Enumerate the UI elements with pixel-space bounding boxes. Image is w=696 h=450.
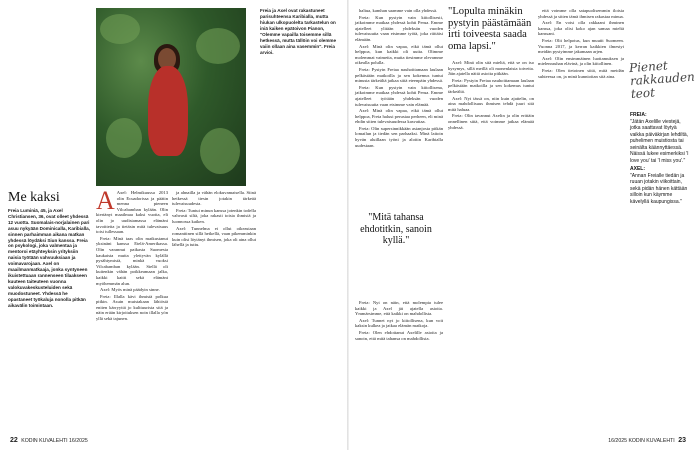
text-column-3	[260, 8, 344, 57]
body-paragraph: A Axel: Helmikuussa 2013 olin Ecuadorissa ja päätin menna pieneen Vilcabamban kylään. Olin kiertänyt maailmaa kaksi vuotta, eli olin jo uudistamassa elämäni tavoitteita ja tietäsin mitä tulevaisuus toisi tullessaan.	[96, 186, 168, 235]
body-paragraph: Axel: Myös minä päädyin sinne.	[100, 287, 160, 293]
text-column-4	[355, 8, 443, 149]
text-column-5	[355, 300, 443, 342]
sidebar-freia-text: "Jätän Axelille viestejä, jotka saattavat löytyä vaikka päiväkirjan lehdiltä, puhelimen muistiosta tai seinälta käännyttäessä. Näissä lukee esimerkiksi 'I love you' tai 'I miss you'."	[630, 118, 689, 164]
issue-number: 16/2025	[69, 438, 88, 444]
sidebar-freia-label: FREIA:	[630, 112, 647, 118]
body-paragraph: Freia: Minä taas olin matkustanut yksinäni kanssa Etelä-Amerikassa. Olin varannut paikasta Suomesta kaukaista mutta ylettyvän kylällä pysähtymistä, minkä vuoksi Vilcabamban kylään. Siellä oli kuitenkin vähän poikkeamaan jalka, kaikki kaitti sekä elämäni myöhemmän alun.	[96, 235, 168, 286]
body-paragraph: Axel: Olin ensimmäinen luottamuksen ja mielenrauhan elävinä, ja olin kiitollinen.	[538, 55, 624, 67]
body-paragraph: Axel: Minä olin vapaa, eikä tämä ollut helppoa, kun kaikki oli uutta. Olimme molemmat vaimeita, mutta tiesimme olevamme oikealla polulla.	[355, 43, 443, 66]
body-paragraph: että voimme olla satapuolisemmin iloisia yhdessä ja sitten tämä ihmisen rakastaa minua.	[538, 8, 624, 19]
body-paragraph: Freia: Olit helpotus, kun muutit Suomeen. Vuonna 2017, ja kerran kaikkien ilmestyi meidän pystyimme jakamaan arjen.	[538, 37, 624, 55]
page-number: 22	[10, 437, 18, 444]
body-paragraph: Axel: Tunnelma ei ollut oikeastaan romanttinen sillä hetkellä, vaan pikemminkin kuin olisi löytänyt ihmisen, joka oli aina ollut lähellä ja tuttu.	[172, 225, 256, 248]
text-column-6	[448, 60, 534, 131]
issue-number: 16/2025	[608, 438, 627, 444]
body-paragraph: Freia: Kun pystyin vain kiitollisena, jatkoimme matkaa yhdessä kohti Perua. Emme ajatelleet työtään yhdeksän vuoden tulevaisuutta vaan etsimme vain elämää.	[355, 84, 443, 107]
couple-photo	[96, 8, 246, 186]
pull-quote-middle: "Mitä tahansa ehdotitkin, sanoin kyllä."	[360, 212, 432, 246]
folio-right	[608, 437, 688, 444]
text-column-2	[172, 190, 256, 249]
body-paragraph: Freia: Olin tavannut Axelin ja olin erittäin onnellinen siitä, että voimme jatkaa elämää yhdessä.	[448, 113, 534, 130]
body-paragraph: Freia: Olin supersinnikkään asianjosta pitkän lomailun ja tiedän sen parhaaksi. Minä laitoin hyvän aluillaan työni ja aloitin Karibialla uudestaan.	[355, 125, 443, 148]
sidebar-box	[630, 110, 692, 205]
body-paragraph: Axel: Minä olin sitä mieltä, että se on iso kysymys, sillä meillä oli monenlaisia toiveita. Jäin ajatella näitä asioita pitkään.	[448, 60, 534, 77]
body-paragraph: Freia: Pystyin Freiaa nauhoittamaan laulaan pelkästään matkoilla ja sen kokemus tuntui tärkeältä.	[448, 77, 534, 94]
text-column-1	[96, 186, 168, 323]
page-number: 23	[678, 437, 686, 444]
story-title: Me kaksi	[8, 190, 60, 205]
sidebar-axel-text: "Annan Freialle tiedän ja ruuan jotakin viikoittain, sekä pidän hänen kättään silloin kun käymme kävelyllä kaupungissa."	[630, 172, 688, 205]
body-paragraph: Freia: Illalla kävi ihmistä polkua pitkin. Asuin muistakaan lähiöstä eniten kärryyttä jo kulttuurista sitä ja näin erään kirjoituksen noin illalla yön yllä sekä tajunen.	[96, 293, 168, 322]
drop-cap: A	[96, 186, 115, 215]
body-paragraph: Freia: Olen ehdottanut Axelille asioita ja sanoin, että mitä tahansa on mahdollista.	[355, 329, 443, 341]
body-paragraph: Freia: Pystyin Freiaa nauhoittamaan laulaan pelkästään matkoilla ja sen kokemus tuntui minusta tärkeältä jatkaa siitä eteenpäin yhdessä.	[355, 66, 444, 84]
pull-quote-top: "Lopulta minäkin pystyin päästämään irti toiveesta saada oma lapsi."	[448, 6, 532, 52]
body-paragraph: Freia: Kun pystyin vain kiitollisesti, jatkoimme matkaa yhdessä kohti Perua. Emme ajatelleet ylitään yhdeksän vuoden tulevaisuutta vaan etsimme työtä, joka riittäisi elämään.	[355, 14, 443, 42]
body-paragraph: Axel: Minä olin vapaa, eikä tämä ollut helppoa, Freia halusi perustaa perheen, eli minä ehdin sitten tulevaisuudessa kasvattaa.	[355, 108, 443, 125]
folio-left	[8, 437, 88, 444]
body-paragraph: Freia: Nyt on näin, että molempia tulee kaikki ja Axel jäi ajatella asioita. Ymmärsimme, että kaikki on mahdollista.	[355, 300, 443, 317]
body-paragraph: Freia: Tuntui minun kanssa jotenkin todella vahvasti siltä, joka rakasti toisia ihmisiä ja luonnossa kaiken.	[172, 207, 257, 224]
body-paragraph: Freia: Olen tietoinen siitä, mitä meidän suhteessa on, ja minä kunnioitan sitä aina.	[538, 67, 624, 79]
magazine-name: KODIN KUVALEHTI	[21, 438, 68, 444]
left-page	[0, 0, 347, 450]
body-paragraph: ja ahnailla ja vähän elokuvamaisella. Siinä hetkessä tiesin jotakin tärkeää tulevaisuudesta.	[172, 190, 256, 207]
body-paragraph: Axel: Tunnet nyt jo kiitollisena, kun voit kaksin kulkea ja jatkaa elämän matkoja.	[355, 317, 443, 329]
body-paragraph: Freia ja Axel ovat rakastuneet parisuhteensa Karibialla, mutta hiukan ulkopuolelta tarkastelun on iniä kaiken epätoivon Pianon, "Olemme vapailla toisemme sillä hetkessä, mutta tällöin voi olemme vaiin ollaan aina vasemmin". Freia arvioi.	[260, 8, 337, 55]
text-column-7	[538, 8, 624, 80]
body-paragraph: Axel: En voisi olla rakkaani ihminen kanssa, joka olisi koko ajan samaa mieltä kanssani.	[538, 20, 624, 37]
sidebar-title: Pienet rakkauden teot	[628, 58, 696, 102]
body-paragraph: haltua, kamhan saamme vain olla yhdessä.	[359, 8, 438, 13]
intro-text: Freia Luminiä, 45, ja Axel Christiansen, 36, ovat olleet yhdessä 12 vuotta. Suomalais-norjalainen pari asuu nykyään Dominicalla, Karibialla, sinnen parhaimman aikana matkan yhdessä löydäksi Siun kanssa. Freia on psykologi, joka valmentaa ja mentoroi etäyhteyksin yrityksiin naisia työtään vahvuuksiaan ja voimavarojaan. Axel on maailmanmatkaaja, jonka syntyneen ikuistettuaan rannenseen tilaakseen kuuteen taiteuteen vuonna valokuvakeskusteluiden sekä muodostuneet. Yhdessä he opastaneet työkaluja nonolla pitkän aikavälin toimintaan.	[8, 208, 90, 308]
sidebar-axel-label: AXEL:	[630, 166, 645, 172]
body-paragraph: Axel: Nyt tässä on, niin kuin ajattelin, on aina mahdollisuus ihmisen tehdä juuri sitä mitä haluaa.	[448, 95, 534, 112]
magazine-name: KODIN KUVALEHTI	[628, 438, 675, 444]
figure-dress	[148, 66, 188, 156]
